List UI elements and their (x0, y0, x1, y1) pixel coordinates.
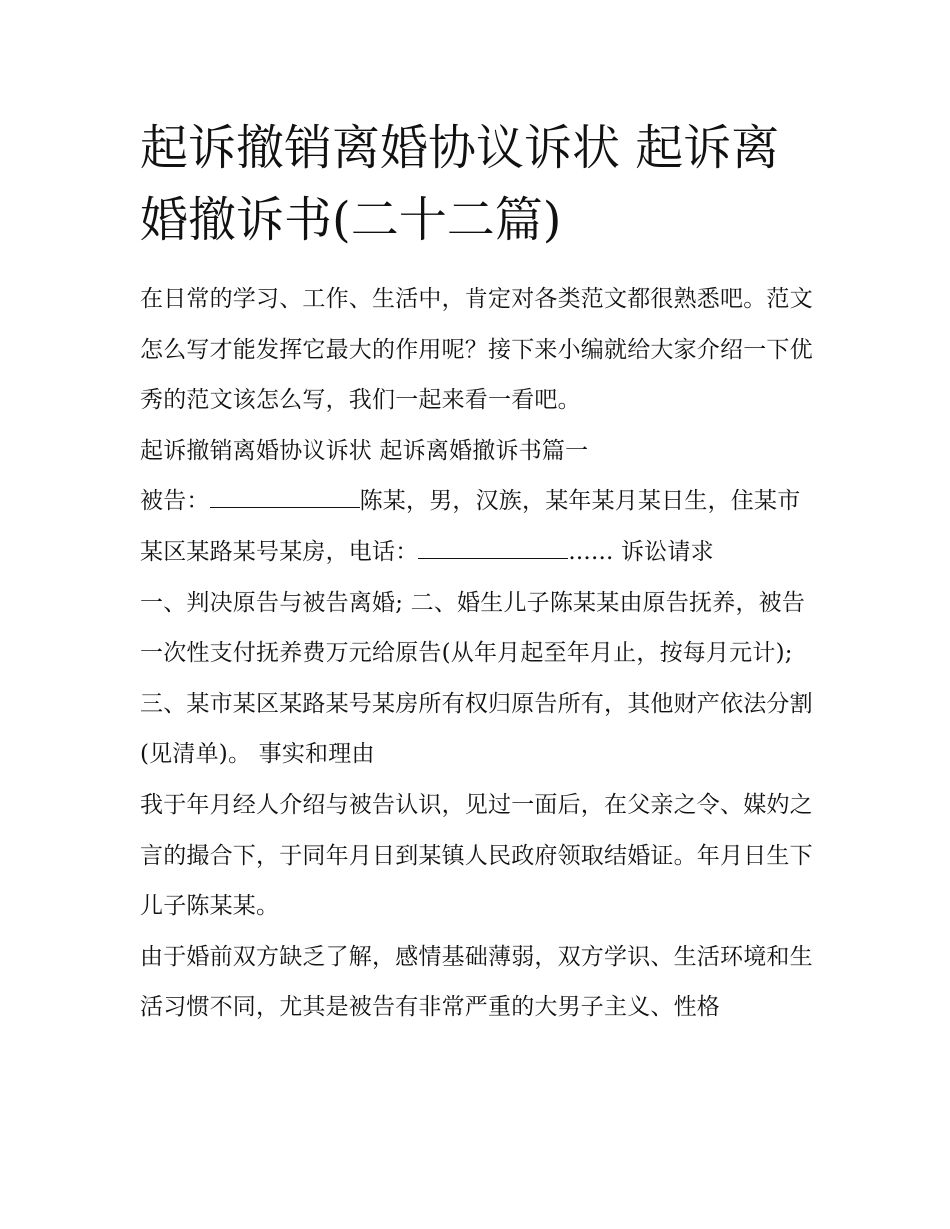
claim-three-paragraph: 三、某市某区某路某号某房所有权归原告所有，其他财产依法分割(见清单)。 事实和理由 (140, 690, 813, 768)
facts-paragraph-2: 由于婚前双方缺乏了解，感情基础薄弱，双方学识、生活环境和生活习惯不同，尤其是被告有非常严重的大男子主义、性格 (140, 943, 813, 1021)
defendant-prefix: 被告： (140, 488, 210, 515)
document-content (140, 112, 816, 1033)
claims-paragraph: 一、判决原告与被告离婚; 二、婚生儿子陈某某由原告抚养，被告一次性支付抚养费万元给原告(从年月起至年月止，按每月元计); (140, 589, 806, 667)
facts-paragraph-1: 我于年月经人介绍与被告认识，见过一面后，在父亲之令、媒妁之言的撮合下，于同年月日到某镇人民政府领取结婚证。年月日生下儿子陈某某。 (140, 791, 813, 920)
document-body (140, 274, 816, 1033)
document-title: 起诉撤销离婚协议诉状 起诉离婚撤诉书(二十二篇) (140, 120, 780, 248)
defendant-paragraph (140, 476, 816, 577)
intro-paragraph: 在日常的学习、工作、生活中，肯定对各类范文都很熟悉吧。范文怎么写才能发挥它最大的作用呢？接下来小编就给大家介绍一下优秀的范文该怎么写，我们一起来看一看吧。 (140, 286, 813, 414)
phone-blank-line (418, 536, 568, 559)
section-heading: 起诉撤销离婚协议诉状 起诉离婚撤诉书篇一 (140, 437, 589, 464)
claims-lead: ...... 诉讼请求 (568, 538, 714, 565)
defendant-info: 陈某，男，汉族，某年某月某日生，住某市某区某路某号某房，电话： (140, 488, 801, 565)
name-blank-line (210, 485, 360, 508)
